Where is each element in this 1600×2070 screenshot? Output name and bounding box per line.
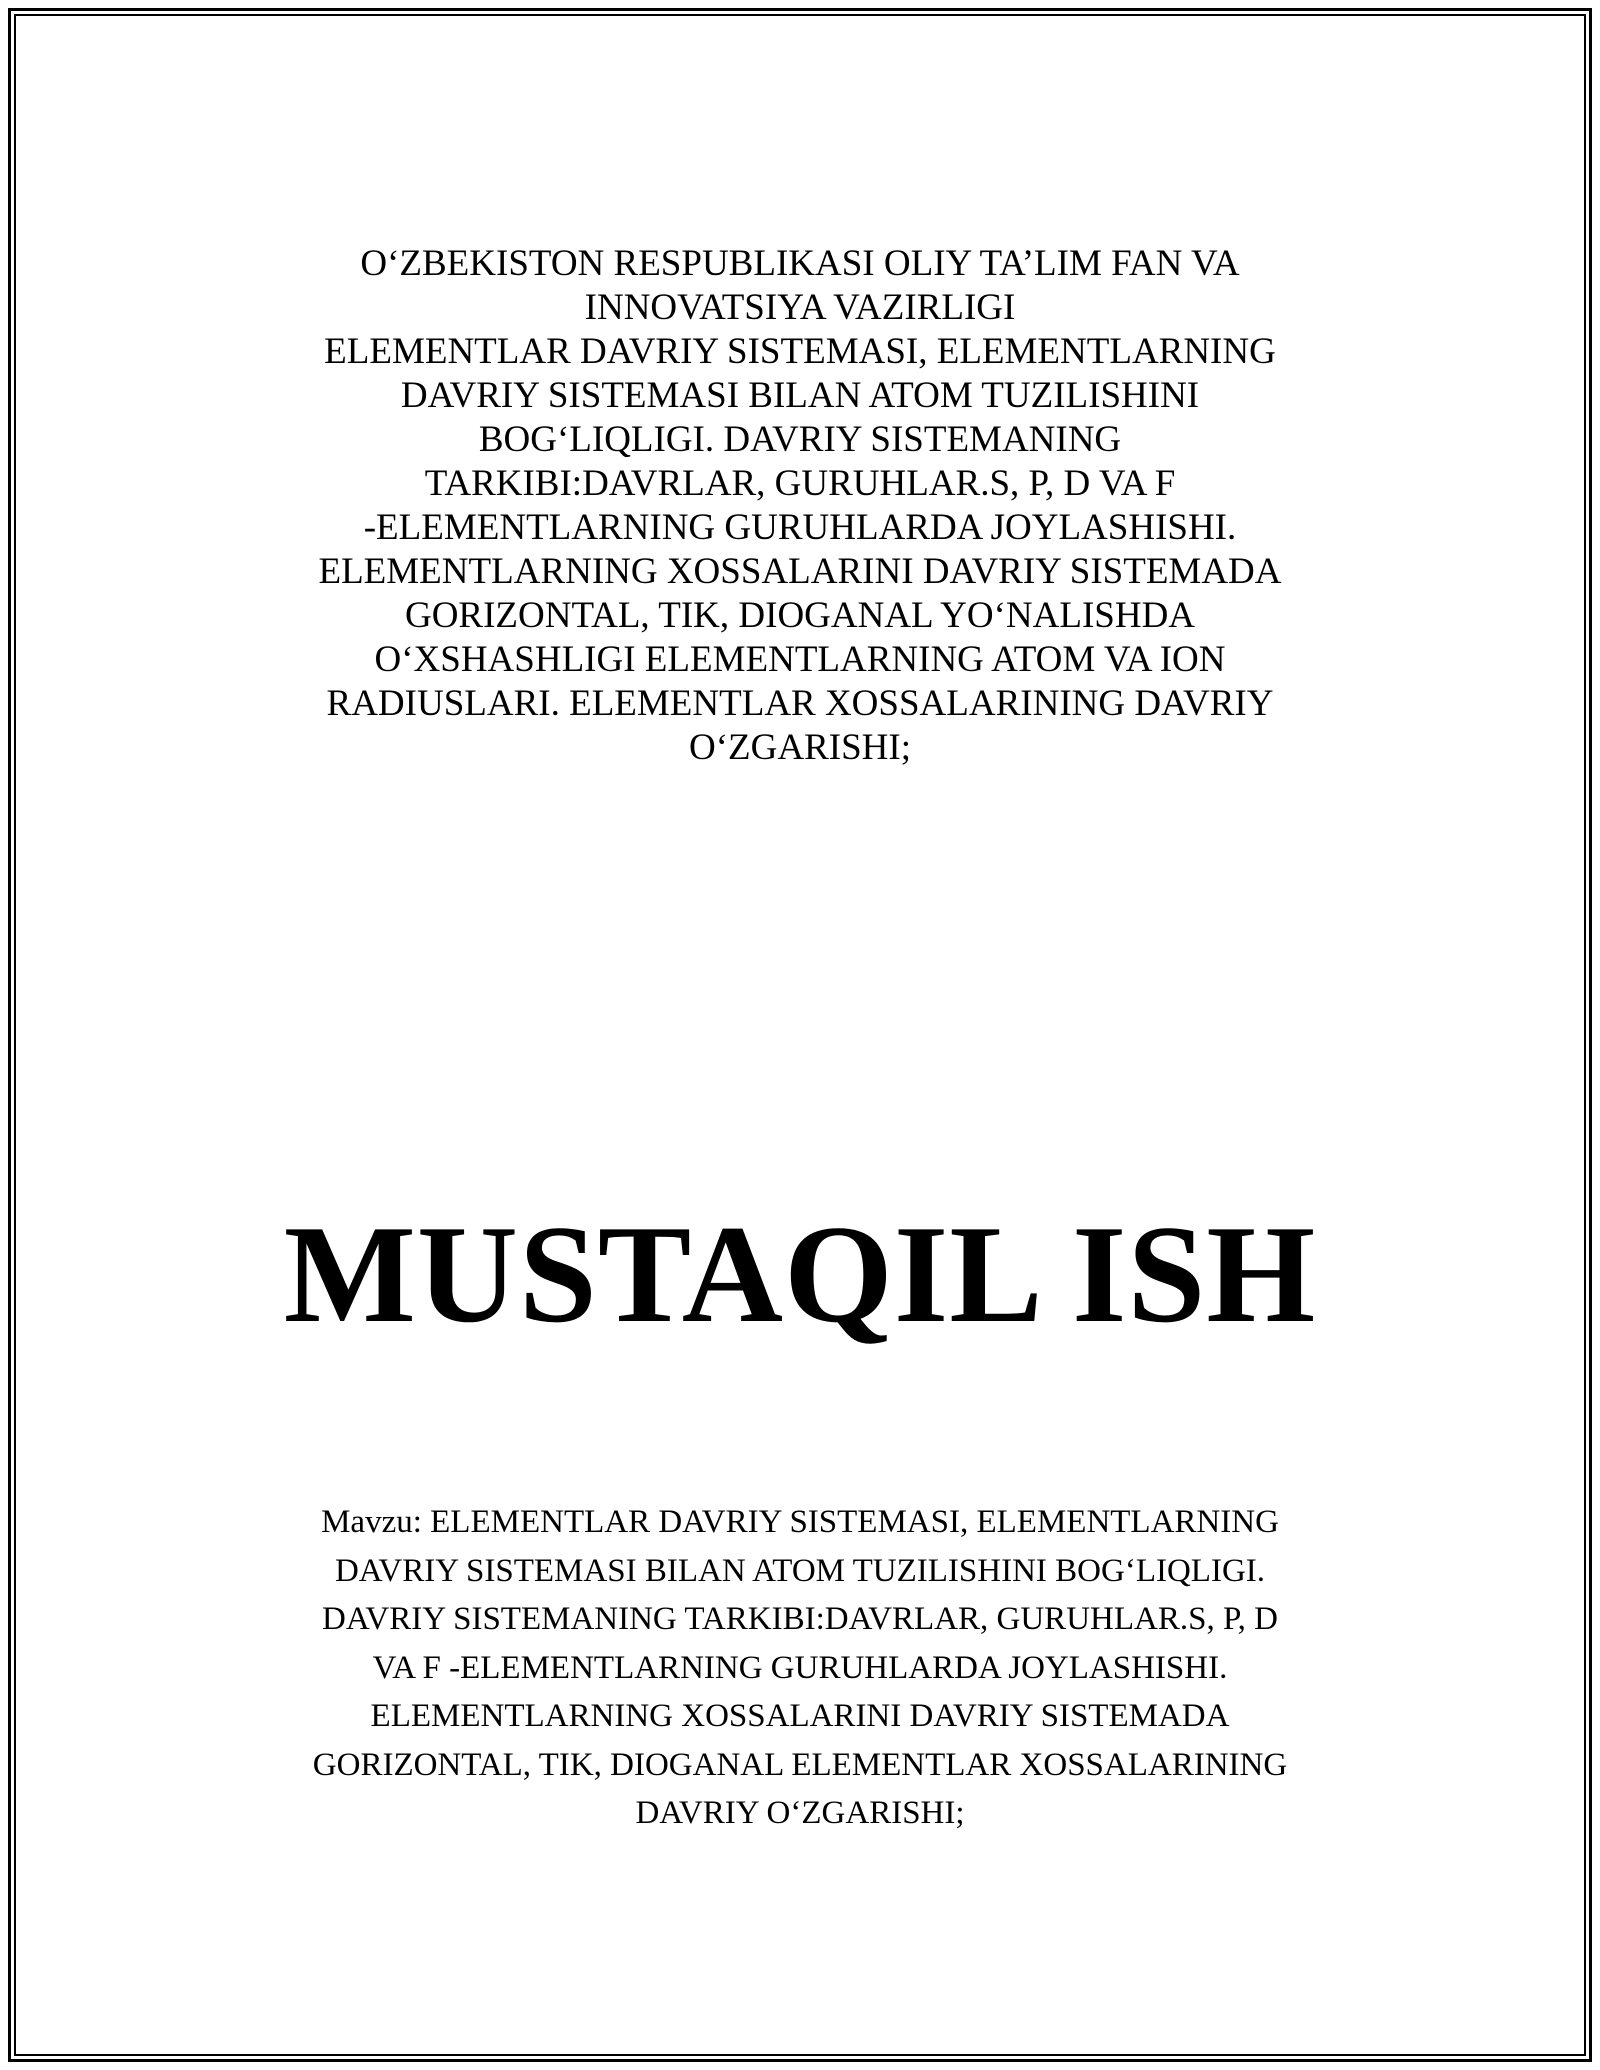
topic-line: ELEMENTLARNING XOSSALARINI DAVRIY SISTEMADA [370,1698,1230,1734]
heading-line: O‘XSHASHLIGI ELEMENTLARNING ATOM VA ION [374,639,1226,680]
heading-line: -ELEMENTLARNING GURUHLARDA JOYLASHISHI. [363,507,1237,548]
topic-paragraph [240,1498,1360,1838]
heading-line: INNOVATSIYA VAZIRLIGI [584,287,1016,328]
topic-line: VA F -ELEMENTLARNING GURUHLARDA JOYLASHISHI. [372,1649,1228,1686]
document-title: MUSTAQIL ISH [283,1197,1317,1352]
heading-line: RADIUSLARI. ELEMENTLAR XOSSALARINING DAVRIY [326,683,1274,724]
topic-line: GORIZONTAL, TIK, DIOGANAL ELEMENTLAR XOSSALARINING [312,1746,1288,1783]
topic-line: DAVRIY SISTEMASI BILAN ATOM TUZILISHINI BOG‘LIQLIGI. [334,1552,1266,1589]
heading-line: ELEMENTLAR DAVRIY SISTEMASI, ELEMENTLARNING [324,331,1276,372]
heading-line: O‘ZBEKISTON RESPUBLIKASI OLIY TA’LIM FAN VA [360,243,1240,284]
heading-line: O‘ZGARISHI; [689,727,911,768]
heading-line: DAVRIY SISTEMASI BILAN ATOM TUZILISHINI [400,375,1200,416]
heading-line: TARKIBI:DAVRLAR, GURUHLAR.S, P, D VA F [424,463,1176,504]
topic-line: Mavzu: ELEMENTLAR DAVRIY SISTEMASI, ELEMENTLARNING [321,1504,1279,1540]
heading-line: ELEMENTLARNING XOSSALARINI DAVRIY SISTEMADA [318,551,1282,592]
topic-line: DAVRIY O‘ZGARISHI; [635,1795,965,1831]
heading-line: BOG‘LIQLIGI. DAVRIY SISTEMANING [478,419,1122,460]
ministry-and-subject-heading [240,242,1360,770]
topic-line: DAVRIY SISTEMANING TARKIBI:DAVRLAR, GURUHLAR.S, P, D [322,1601,1278,1637]
heading-line: GORIZONTAL, TIK, DIOGANAL YO‘NALISHDA [404,595,1196,636]
